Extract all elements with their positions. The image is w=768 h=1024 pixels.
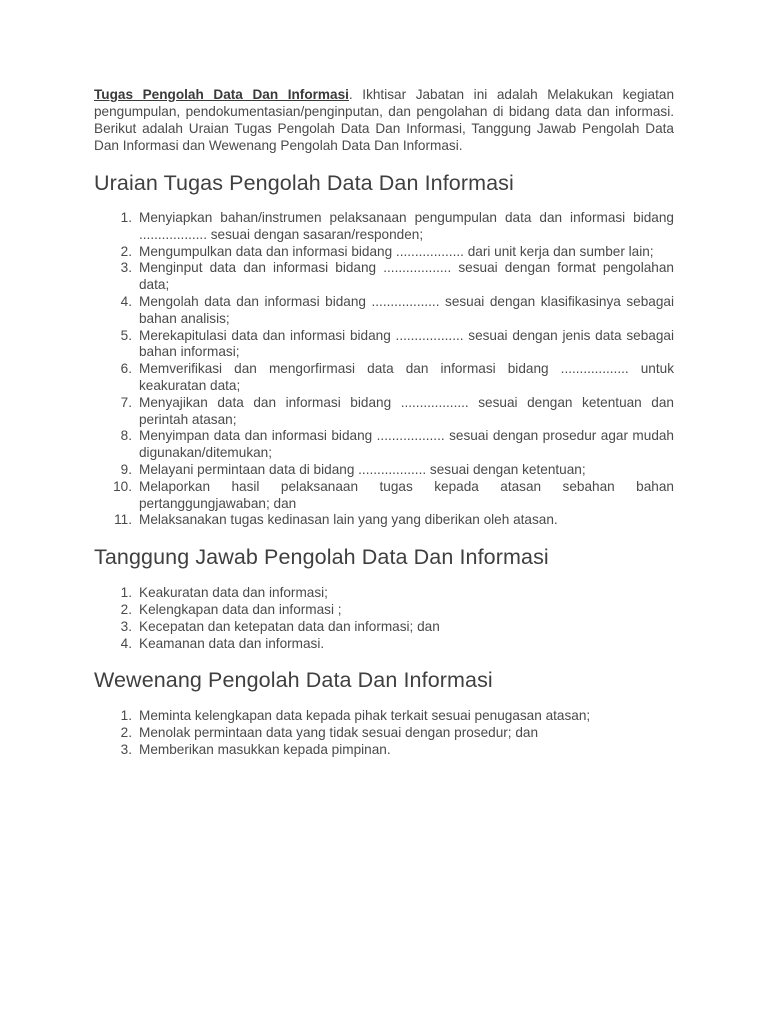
list-item [94, 294, 674, 328]
uraian-heading: Uraian Tugas Pengolah Data Dan Informasi [94, 171, 514, 195]
list-item [94, 619, 674, 636]
item-text: Kelengkapan data dan informasi ; [139, 601, 342, 617]
item-text: Memverifikasi dan mengorfirmasi data dan informasi bidang .................. untuk keakuratan data; [139, 361, 674, 393]
item-text: Mengolah data dan informasi bidang .................. sesuai dengan klasifikasinya sebagai bahan analisis; [139, 293, 674, 326]
list-item [94, 585, 674, 602]
item-number: 3. [120, 260, 132, 276]
item-number: 2. [120, 725, 132, 741]
item-text: Kecepatan dan ketepatan data dan informasi; dan [139, 618, 440, 634]
item-text: Menyimpan data dan informasi bidang .................. sesuai dengan prosedur agar mudah digunakan/ditemukan; [139, 428, 674, 461]
tanggung-jawab-list [94, 585, 674, 652]
intro-paragraph [94, 86, 674, 154]
item-number: 2. [120, 243, 132, 259]
uraian-list [94, 210, 674, 529]
item-number: 11. [114, 512, 132, 528]
item-text: Menginput data dan informasi bidang .................. sesuai dengan format pengolahan data; [139, 260, 674, 293]
document-page [94, 86, 674, 759]
list-item [94, 602, 674, 619]
item-number: 3. [120, 618, 132, 634]
list-item [94, 395, 674, 429]
list-item [94, 428, 674, 462]
list-item [94, 462, 674, 479]
list-item [94, 328, 674, 362]
item-text: Meminta kelengkapan data kepada pihak terkait sesuai penugasan atasan; [139, 708, 591, 724]
item-text: Mengumpulkan data dan informasi bidang .................. dari unit kerja dan sumber lain; [139, 243, 654, 259]
item-text: Merekapitulasi data dan informasi bidang .................. sesuai dengan jenis data sebagai bahan informasi; [139, 327, 674, 360]
wewenang-heading: Wewenang Pengolah Data Dan Informasi [94, 668, 493, 693]
item-number: 1. [120, 210, 132, 225]
item-text: Menyajikan data dan informasi bidang .................. sesuai dengan ketentuan dan perintah atasan; [139, 394, 674, 427]
tanggung-jawab-heading: Tanggung Jawab Pengolah Data Dan Informasi [94, 545, 549, 570]
list-item [94, 260, 674, 294]
item-number: 7. [120, 394, 132, 410]
list-item [94, 210, 674, 244]
item-number: 9. [120, 461, 132, 477]
list-item [94, 244, 674, 261]
list-item [94, 636, 674, 653]
list-item [94, 361, 674, 395]
item-text: Menyiapkan bahan/instrumen pelaksanaan pengumpulan data dan informasi bidang .................. sesuai dengan sasaran/responden; [139, 210, 674, 242]
item-text: Menolak permintaan data yang tidak sesuai dengan prosedur; dan [139, 725, 539, 741]
item-text: Melaporkan hasil pelaksanaan tugas kepada atasan sebahan bahan pertanggungjawaban; dan [139, 478, 674, 511]
item-number: 8. [120, 428, 132, 444]
item-text: Melayani permintaan data di bidang .................. sesuai dengan ketentuan; [139, 461, 586, 477]
item-text: Keamanan data dan informasi. [139, 635, 325, 651]
intro-title-link[interactable]: Tugas Pengolah Data Dan Informasi [94, 87, 349, 102]
item-number: 4. [120, 635, 132, 651]
item-number: 5. [120, 327, 132, 343]
item-number: 10. [113, 478, 132, 494]
intro-text: . Ikhtisar Jabatan ini adalah Melakukan kegiatan pengumpulan, pendokumentasian/penginputan, dan pengolahan di bidang data dan informasi. Berikut adalah Uraian Tugas Pengolah Data Dan Informasi, Tanggung Jawab Pengolah Data Dan Informasi dan Wewenang Pengolah Data Dan Informasi. [94, 87, 675, 153]
item-number: 1. [120, 585, 132, 601]
list-item [94, 708, 674, 725]
wewenang-list [94, 708, 674, 758]
item-number: 6. [120, 361, 132, 377]
item-number: 2. [120, 601, 132, 617]
list-item [94, 479, 674, 513]
list-item [94, 725, 674, 742]
item-text: Memberikan masukkan kepada pimpinan. [139, 741, 391, 757]
item-number: 1. [120, 708, 132, 724]
item-text: Keakuratan data dan informasi; [139, 585, 328, 601]
list-item [94, 742, 674, 759]
list-item [94, 512, 674, 529]
item-text: Melaksanakan tugas kedinasan lain yang yang diberikan oleh atasan. [139, 512, 558, 528]
item-number: 4. [120, 293, 132, 309]
item-number: 3. [120, 741, 132, 757]
